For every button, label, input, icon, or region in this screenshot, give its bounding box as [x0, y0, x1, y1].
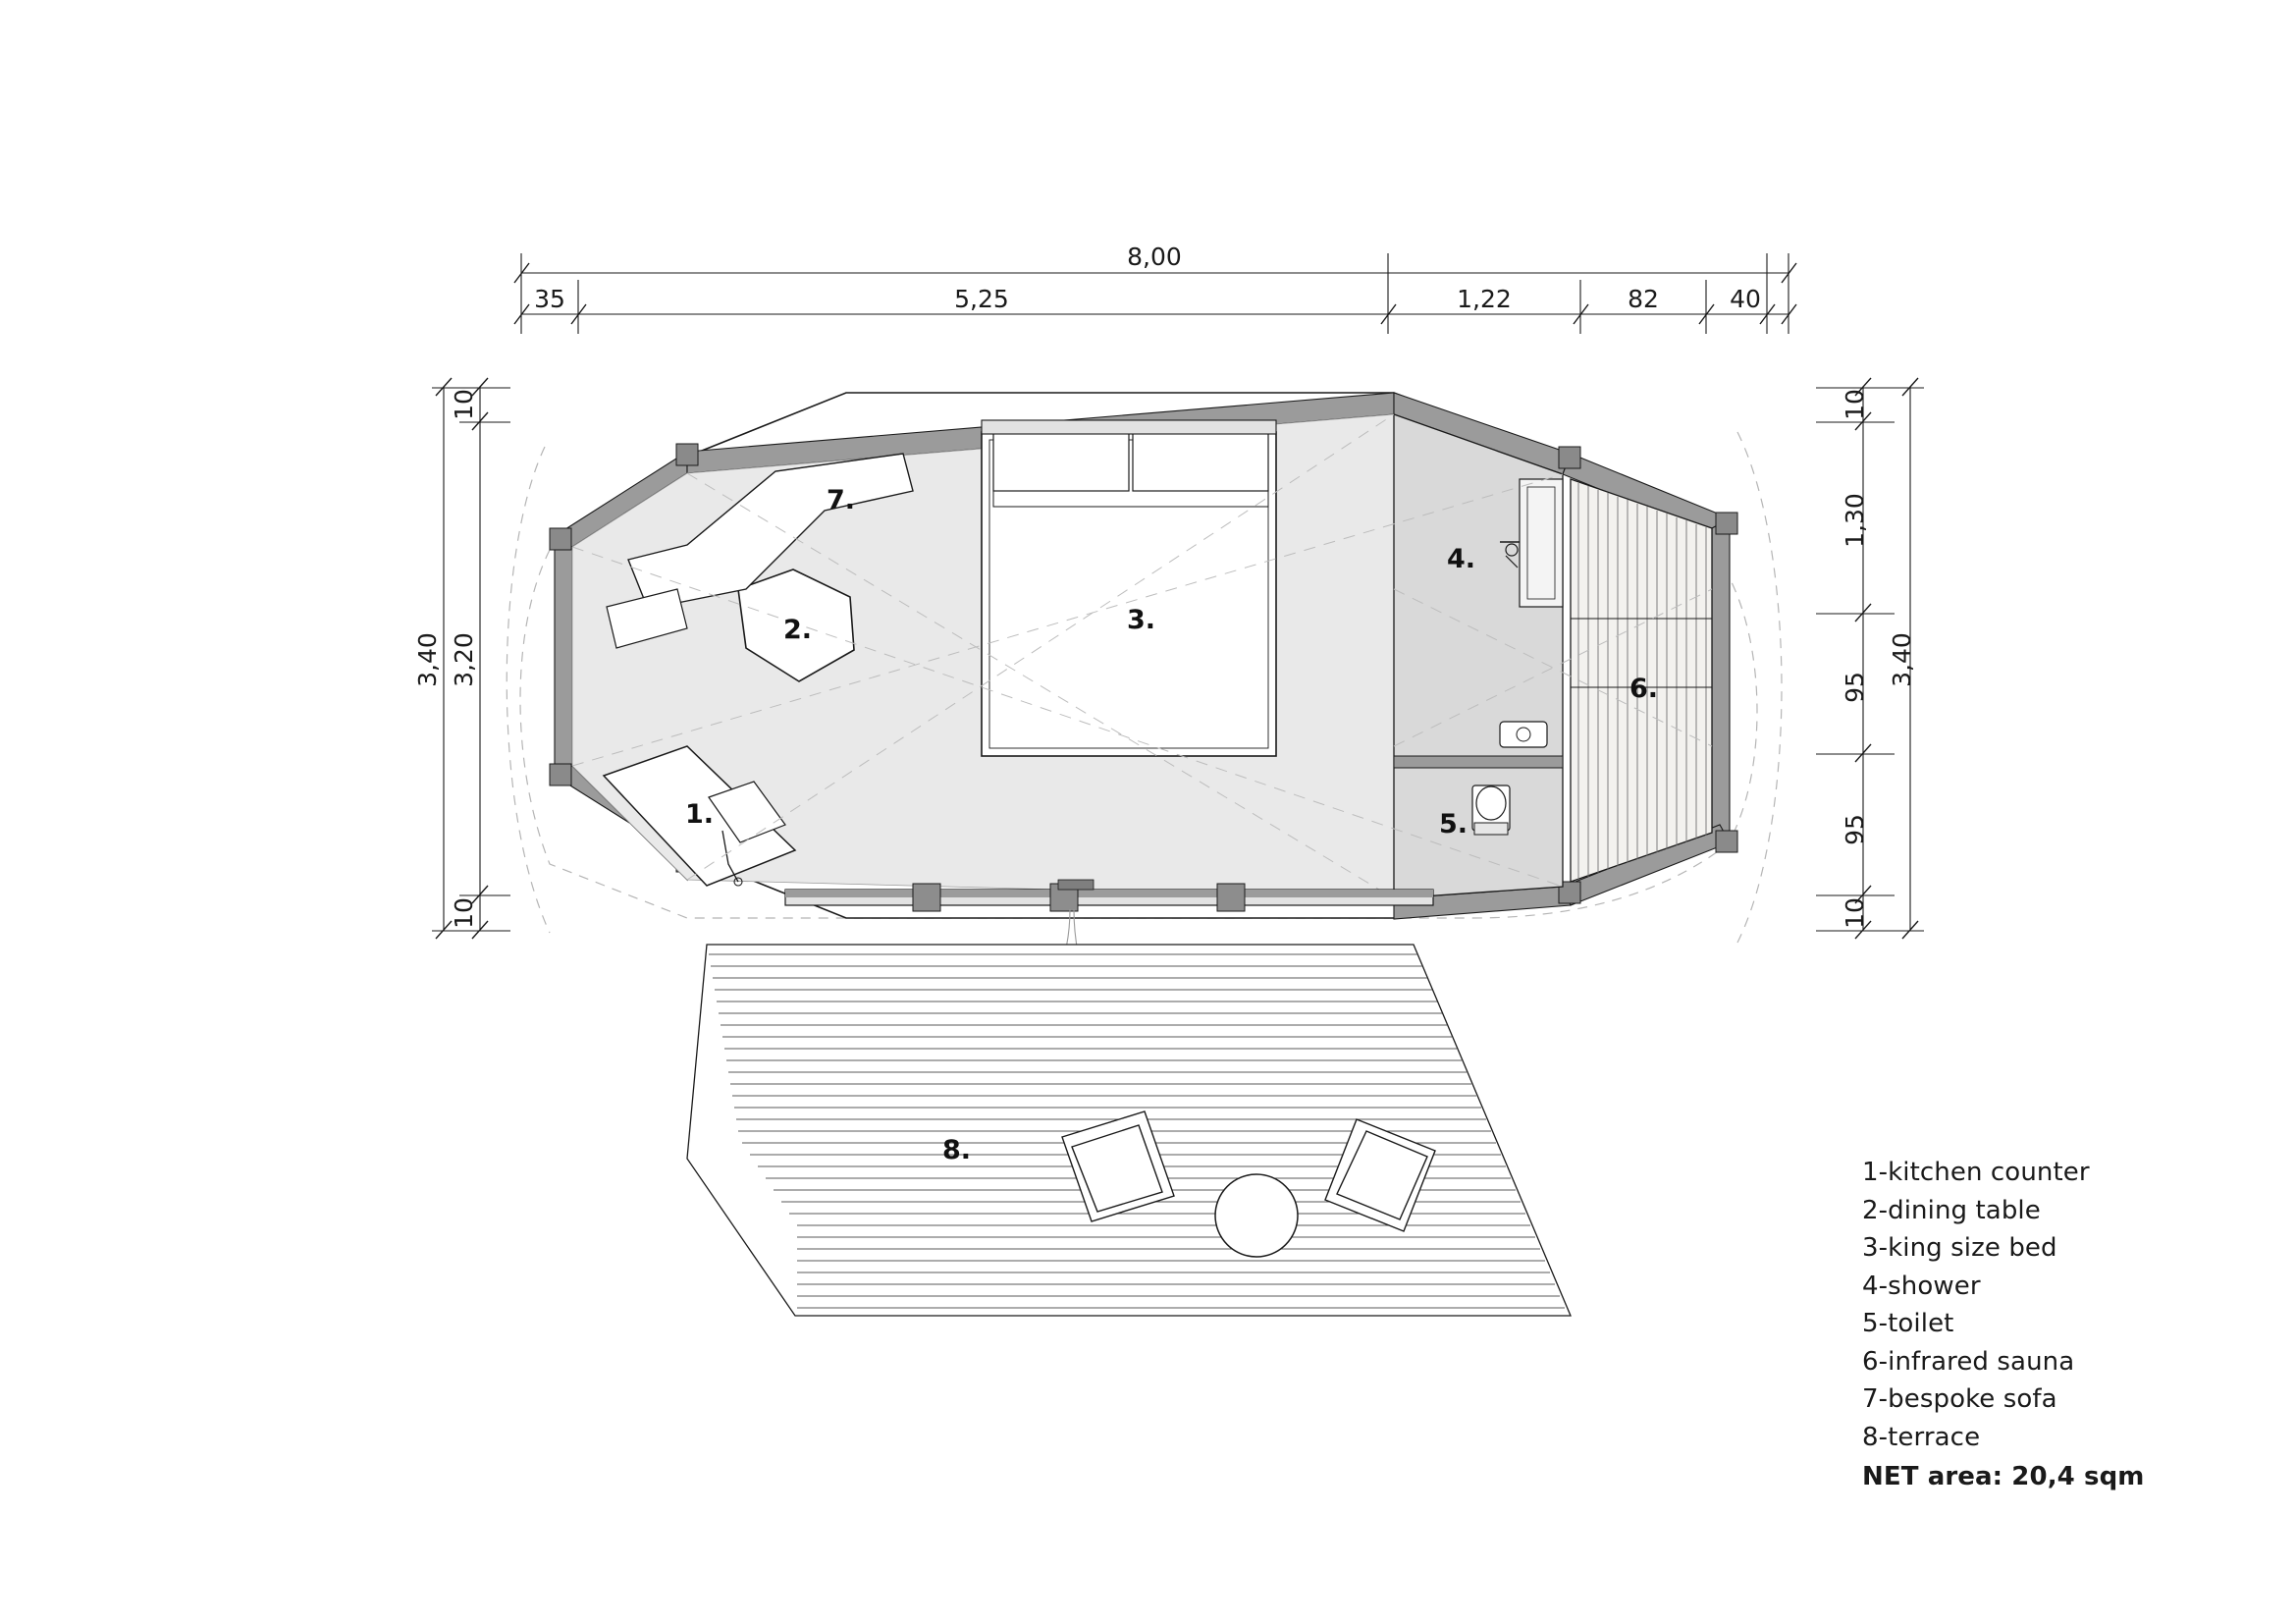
room-label-8: 8. — [942, 1135, 972, 1165]
legend-item-7: 7-bespoke sofa — [1862, 1384, 2057, 1414]
legend-item-1: 1-kitchen counter — [1862, 1158, 2090, 1187]
legend-item-8: 8-terrace — [1862, 1422, 1981, 1452]
dim-top-seg-4: 82 — [1628, 285, 1659, 313]
net-area-value: area: 20,4 sqm — [1918, 1462, 2145, 1491]
net-area-label: NET — [1862, 1462, 1919, 1491]
king-size-bed — [982, 420, 1276, 756]
dim-right-total: 3,40 — [1888, 632, 1916, 687]
terrace — [687, 945, 1571, 1316]
dim-left-total: 3,40 — [413, 632, 442, 687]
dim-top-seg-2: 5,25 — [954, 285, 1009, 313]
dim-right-seg-1: 10 — [1841, 389, 1869, 420]
dim-top-seg-1: 35 — [534, 285, 565, 313]
dim-right-seg-3: 95 — [1841, 672, 1869, 703]
legend — [1862, 1154, 2255, 1496]
legend-item-6: 6-infrared sauna — [1862, 1346, 2075, 1377]
room-label-3: 3. — [1127, 605, 1156, 635]
room-label-5: 5. — [1439, 809, 1468, 839]
dim-right-seg-4: 95 — [1841, 814, 1869, 845]
dim-left-edge-top: 10 — [450, 389, 478, 420]
top-dimension-ticks — [514, 263, 1796, 324]
room-label-1: 1. — [685, 799, 715, 830]
legend-item-5: 5-toilet — [1862, 1309, 1954, 1338]
dim-left-inner: 3,20 — [450, 632, 478, 687]
dim-top-seg-5: 40 — [1730, 285, 1761, 313]
room-label-7: 7. — [827, 485, 856, 515]
dim-top-seg-3: 1,22 — [1457, 285, 1512, 313]
room-label-2: 2. — [783, 615, 813, 645]
legend-item-2: 2-dining table — [1862, 1195, 2041, 1225]
dim-right-seg-2: 1,30 — [1841, 493, 1869, 548]
legend-item-3: 3-king size bed — [1862, 1233, 2057, 1263]
dim-total-width: 8,00 — [1127, 243, 1182, 271]
room-label-4: 4. — [1447, 544, 1476, 574]
legend-item-4: 4-shower — [1862, 1271, 1981, 1301]
room-label-6: 6. — [1629, 674, 1659, 704]
bathroom-zone — [1394, 414, 1563, 898]
dim-right-seg-5: 10 — [1841, 897, 1869, 929]
net-area-row — [1862, 1458, 2255, 1496]
dim-left-edge-bottom: 10 — [450, 897, 478, 929]
terrace-table — [1215, 1174, 1298, 1257]
